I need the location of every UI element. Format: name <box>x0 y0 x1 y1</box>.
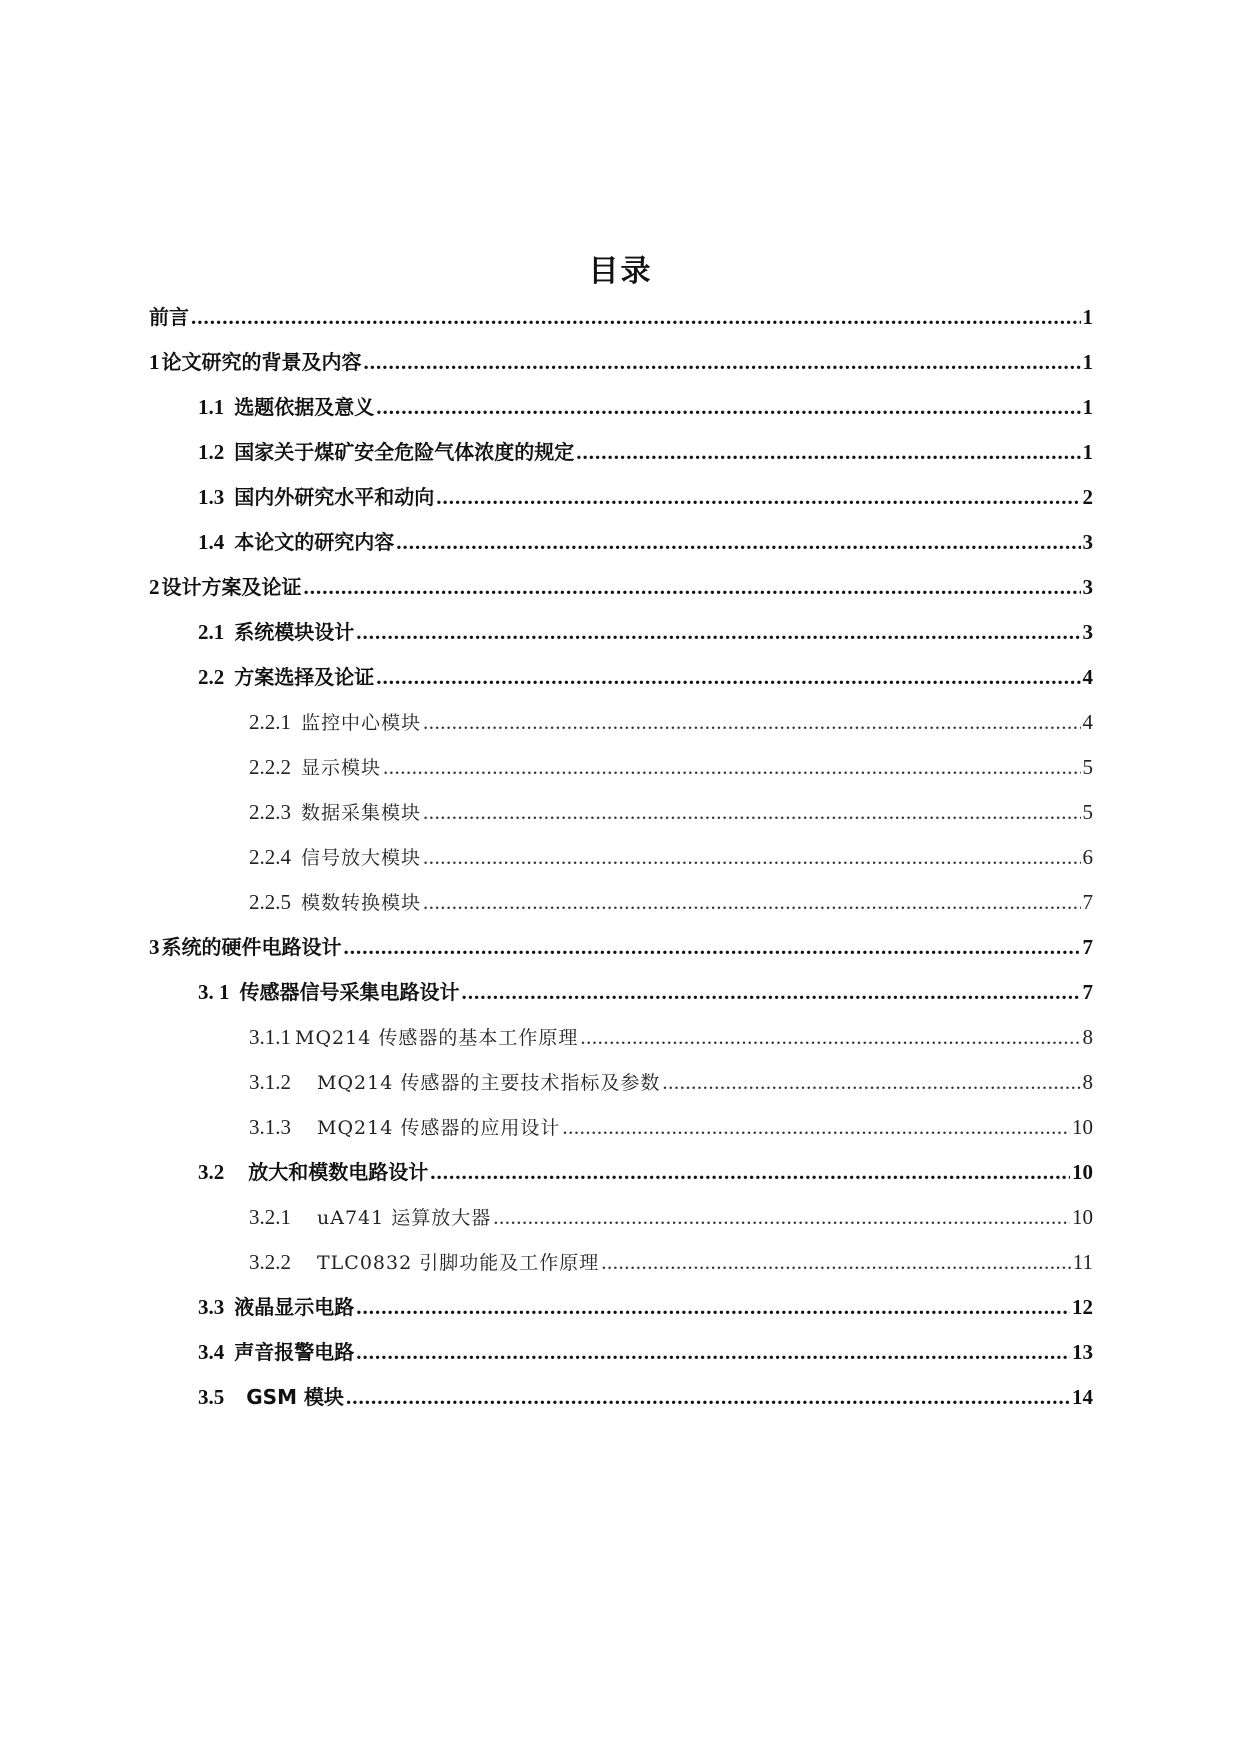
toc-entry-number: 3. 1 <box>198 980 230 1004</box>
toc-leader-dots <box>364 345 1081 379</box>
toc-entry-section-1-2[interactable] <box>198 435 1093 469</box>
toc-page-number: 4 <box>1082 665 1093 689</box>
toc-entry-number: 2.1 <box>198 620 225 644</box>
toc-entry-label: MQ214 传感器的应用设计 <box>317 1117 561 1139</box>
toc-leader-dots <box>376 390 1080 424</box>
toc-entry-label: 系统的硬件电路设计 <box>161 935 342 959</box>
toc-entry-label: 设计方案及论证 <box>161 575 302 599</box>
toc-entry-label: 显示模块 <box>301 757 382 779</box>
toc-page-number: 5 <box>1082 755 1093 779</box>
toc-leader-dots <box>376 660 1080 694</box>
toc-entry-section-1-3[interactable] <box>198 480 1093 514</box>
toc-entry-subsection-3-1-2[interactable] <box>249 1065 1093 1099</box>
toc-leader-dots <box>423 885 1080 919</box>
toc-entry-section-3-2[interactable] <box>198 1155 1093 1189</box>
toc-entry-subsection-3-2-2[interactable] <box>249 1245 1093 1279</box>
toc-entry-subsection-2-2-3[interactable] <box>249 795 1093 829</box>
toc-leader-dots <box>462 975 1081 1009</box>
toc-leader-dots <box>304 570 1081 604</box>
toc-leader-dots <box>423 795 1080 829</box>
toc-leader-dots <box>356 1290 1070 1324</box>
toc-entry-number: 3.2 <box>198 1160 225 1184</box>
toc-leader-dots <box>346 1380 1070 1414</box>
toc-entry-number: 1.4 <box>198 530 225 554</box>
toc-entry-section-3-3[interactable] <box>198 1290 1093 1324</box>
toc-entry-number: 2.2.2 <box>249 755 291 779</box>
toc-leader-dots <box>423 840 1080 874</box>
toc-entry-section-1-4[interactable] <box>198 525 1093 559</box>
toc-entry-number: 1.2 <box>198 440 225 464</box>
toc-entry-number: 2.2 <box>198 665 225 689</box>
toc-page-number: 8 <box>1082 1070 1093 1094</box>
toc-entry-chapter-3[interactable] <box>149 930 1093 964</box>
toc-entry-number: 3.3 <box>198 1295 225 1319</box>
toc-page-number: 1 <box>1082 350 1093 374</box>
toc-leader-dots <box>601 1245 1071 1279</box>
toc-entry-number: 2.2.3 <box>249 800 291 824</box>
toc-page-number: 1 <box>1082 305 1093 329</box>
toc-entry-label: MQ214 传感器的基本工作原理 <box>295 1027 579 1049</box>
toc-leader-dots <box>191 300 1081 334</box>
toc-page-number: 13 <box>1072 1340 1093 1364</box>
toc-entry-label: 模数转换模块 <box>301 892 422 914</box>
toc-entry-section-1-1[interactable] <box>198 390 1093 424</box>
toc-leader-dots <box>580 1020 1080 1054</box>
toc-page-number: 8 <box>1082 1025 1093 1049</box>
toc-entry-label: 信号放大模块 <box>301 847 422 869</box>
toc-entry-section-3-5[interactable] <box>198 1380 1093 1414</box>
toc-entry-label: 系统模块设计 <box>234 620 355 644</box>
toc-entry-number: 1.3 <box>198 485 225 509</box>
toc-entry-number: 3.2.2 <box>249 1250 291 1274</box>
toc-entry-label: 液晶显示电路 <box>234 1295 355 1319</box>
toc-page-number: 14 <box>1072 1385 1093 1409</box>
toc-entry-number: 2.2.5 <box>249 890 291 914</box>
toc-entry-label: 前言 <box>149 305 189 329</box>
toc-entry-number: 3.4 <box>198 1340 225 1364</box>
toc-entry-label: 监控中心模块 <box>301 712 422 734</box>
toc-entry-number: 1.1 <box>198 395 225 419</box>
toc-entry-label: 国家关于煤矿安全危险气体浓度的规定 <box>234 440 575 464</box>
toc-entry-label: 数据采集模块 <box>301 802 422 824</box>
toc-entry-number: 3.1.2 <box>249 1070 291 1094</box>
toc-entry-subsection-3-2-1[interactable] <box>249 1200 1093 1234</box>
toc-page-number: 2 <box>1082 485 1093 509</box>
toc-entry-label: 声音报警电路 <box>234 1340 355 1364</box>
toc-entry-number: 3.5 <box>198 1385 225 1409</box>
toc-page-number: 3 <box>1082 575 1093 599</box>
toc-leader-dots <box>423 705 1080 739</box>
toc-entry-label: 选题依据及意义 <box>234 395 375 419</box>
toc-leader-dots <box>493 1200 1070 1234</box>
toc-leader-dots <box>383 750 1080 784</box>
toc-entry-label: 方案选择及论证 <box>234 665 375 689</box>
toc-leader-dots <box>344 930 1081 964</box>
toc-entry-label: GSM 模块 <box>246 1385 344 1409</box>
toc-entry-number: 3.1.1 <box>249 1025 291 1049</box>
toc-entry-label: 本论文的研究内容 <box>234 530 395 554</box>
toc-page-number: 10 <box>1072 1205 1093 1229</box>
toc-page-number: 10 <box>1072 1160 1093 1184</box>
toc-leader-dots <box>396 525 1080 559</box>
toc-page-number: 4 <box>1082 710 1093 734</box>
toc-leader-dots <box>662 1065 1080 1099</box>
toc-page-number: 3 <box>1082 530 1093 554</box>
toc-entry-number: 2.2.4 <box>249 845 291 869</box>
toc-entry-number: 1 <box>149 350 160 374</box>
toc-entry-section-2-1[interactable] <box>198 615 1093 649</box>
toc-page-number: 6 <box>1082 845 1093 869</box>
toc-entry-preface[interactable] <box>149 300 1093 334</box>
toc-entry-chapter-1[interactable] <box>149 345 1093 379</box>
toc-leader-dots <box>576 435 1080 469</box>
toc-leader-dots <box>436 480 1080 514</box>
toc-page-number: 3 <box>1082 620 1093 644</box>
toc-entry-number: 3.2.1 <box>249 1205 291 1229</box>
toc-page-number: 7 <box>1082 980 1093 1004</box>
toc-page-number: 5 <box>1082 800 1093 824</box>
toc-entry-chapter-2[interactable] <box>149 570 1093 604</box>
toc-leader-dots <box>356 1335 1070 1369</box>
toc-entry-label: MQ214 传感器的主要技术指标及参数 <box>317 1072 661 1094</box>
toc-entry-number: 3 <box>149 935 160 959</box>
toc-entry-subsection-2-2-2[interactable] <box>249 750 1093 784</box>
toc-page-number: 7 <box>1082 890 1093 914</box>
toc-entry-label: 论文研究的背景及内容 <box>161 350 362 374</box>
toc-entry-section-3-4[interactable] <box>198 1335 1093 1369</box>
toc-page-number: 11 <box>1072 1250 1093 1274</box>
toc-entry-section-2-2[interactable] <box>198 660 1093 694</box>
toc-page-number: 10 <box>1072 1115 1093 1139</box>
toc-entry-number: 2.2.1 <box>249 710 291 734</box>
toc-entry-subsection-2-2-5[interactable] <box>249 885 1093 919</box>
toc-entry-label: uA741 运算放大器 <box>317 1207 492 1229</box>
toc-leader-dots <box>430 1155 1070 1189</box>
toc-entry-label: 放大和模数电路设计 <box>248 1160 429 1184</box>
toc-entry-subsection-3-1-3[interactable] <box>249 1110 1093 1144</box>
toc-entry-number: 3.1.3 <box>249 1115 291 1139</box>
toc-entry-section-3-1[interactable] <box>198 975 1093 1009</box>
toc-entry-subsection-2-2-1[interactable] <box>249 705 1093 739</box>
toc-entry-subsection-2-2-4[interactable] <box>249 840 1093 874</box>
toc-entry-label: 传感器信号采集电路设计 <box>239 980 460 1004</box>
toc-page-number: 12 <box>1072 1295 1093 1319</box>
toc-entry-subsection-3-1-1[interactable] <box>249 1020 1093 1054</box>
toc-leader-dots <box>356 615 1080 649</box>
toc-leader-dots <box>562 1110 1070 1144</box>
toc-entry-number: 2 <box>149 575 160 599</box>
toc-page-number: 7 <box>1082 935 1093 959</box>
toc-title: 目录 <box>588 254 653 289</box>
toc-page-number: 1 <box>1082 395 1093 419</box>
toc-entry-label: 国内外研究水平和动向 <box>234 485 435 509</box>
toc-page-number: 1 <box>1082 440 1093 464</box>
toc-entry-label: TLC0832 引脚功能及工作原理 <box>317 1252 600 1274</box>
